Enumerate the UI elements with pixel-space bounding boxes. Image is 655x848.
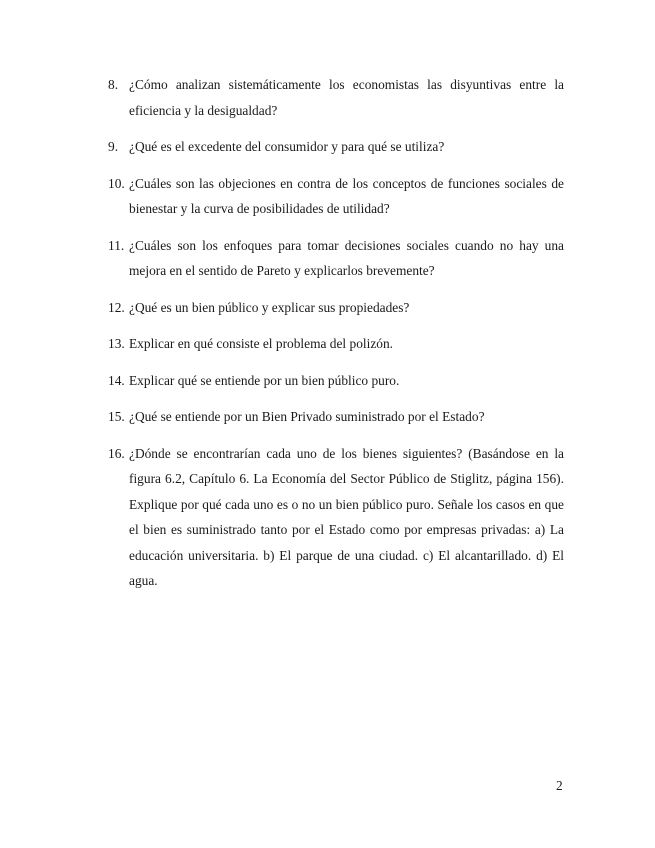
question-number: 11. [108,237,125,253]
question-text: ¿Dónde se encontrarían cada uno de los bienes siguientes? (Basándose en la figura 6.2, Capítulo 6. La Economía del Sector Público de Stiglitz, página 156). Explique por qué cada uno es o no un bien público puro. Señale los casos en que el bien es suministrado tanto por el Estado como por empresas privadas: a) La educación universitaria. b) El parque de una ciudad. c) El alcantarillado. d) El agua. [129,445,564,588]
question-number: 10. [108,175,125,191]
question-text: ¿Qué es el excedente del consumidor y para qué se utiliza? [129,139,445,154]
question-9 [108,134,564,160]
question-8 [108,72,564,123]
question-text: ¿Cuáles son las objeciones en contra de los conceptos de funciones sociales de bienestar y la curva de posibilidades de utilidad? [129,175,564,216]
page-number: 2 [556,778,563,793]
question-text: Explicar qué se entiende por un bien público puro. [129,372,400,388]
question-text: ¿Qué es un bien público y explicar sus propiedades? [129,299,410,315]
question-text: ¿Cómo analizan sistemáticamente los economistas las disyuntivas entre la eficiencia y la desigualdad? [129,77,564,118]
question-12 [108,295,564,321]
question-10 [108,171,564,222]
question-list [108,72,564,605]
question-text: ¿Qué se entiende por un Bien Privado suministrado por el Estado? [129,409,485,424]
question-number: 13. [108,336,125,351]
question-13 [108,331,564,357]
question-number: 14. [108,372,125,388]
question-number: 8. [108,77,119,92]
question-text: Explicar en qué consiste el problema del polizón. [129,336,394,351]
question-text: ¿Cuáles son los enfoques para tomar decisiones sociales cuando no hay una mejora en el sentido de Pareto y explicarlos brevemente? [129,237,564,278]
question-14 [108,368,564,394]
question-11 [108,233,564,284]
question-number: 9. [108,139,119,154]
question-15 [108,404,564,430]
question-number: 15. [108,409,125,424]
question-number: 16. [108,445,125,461]
question-16 [108,441,564,594]
question-number: 12. [108,299,125,315]
